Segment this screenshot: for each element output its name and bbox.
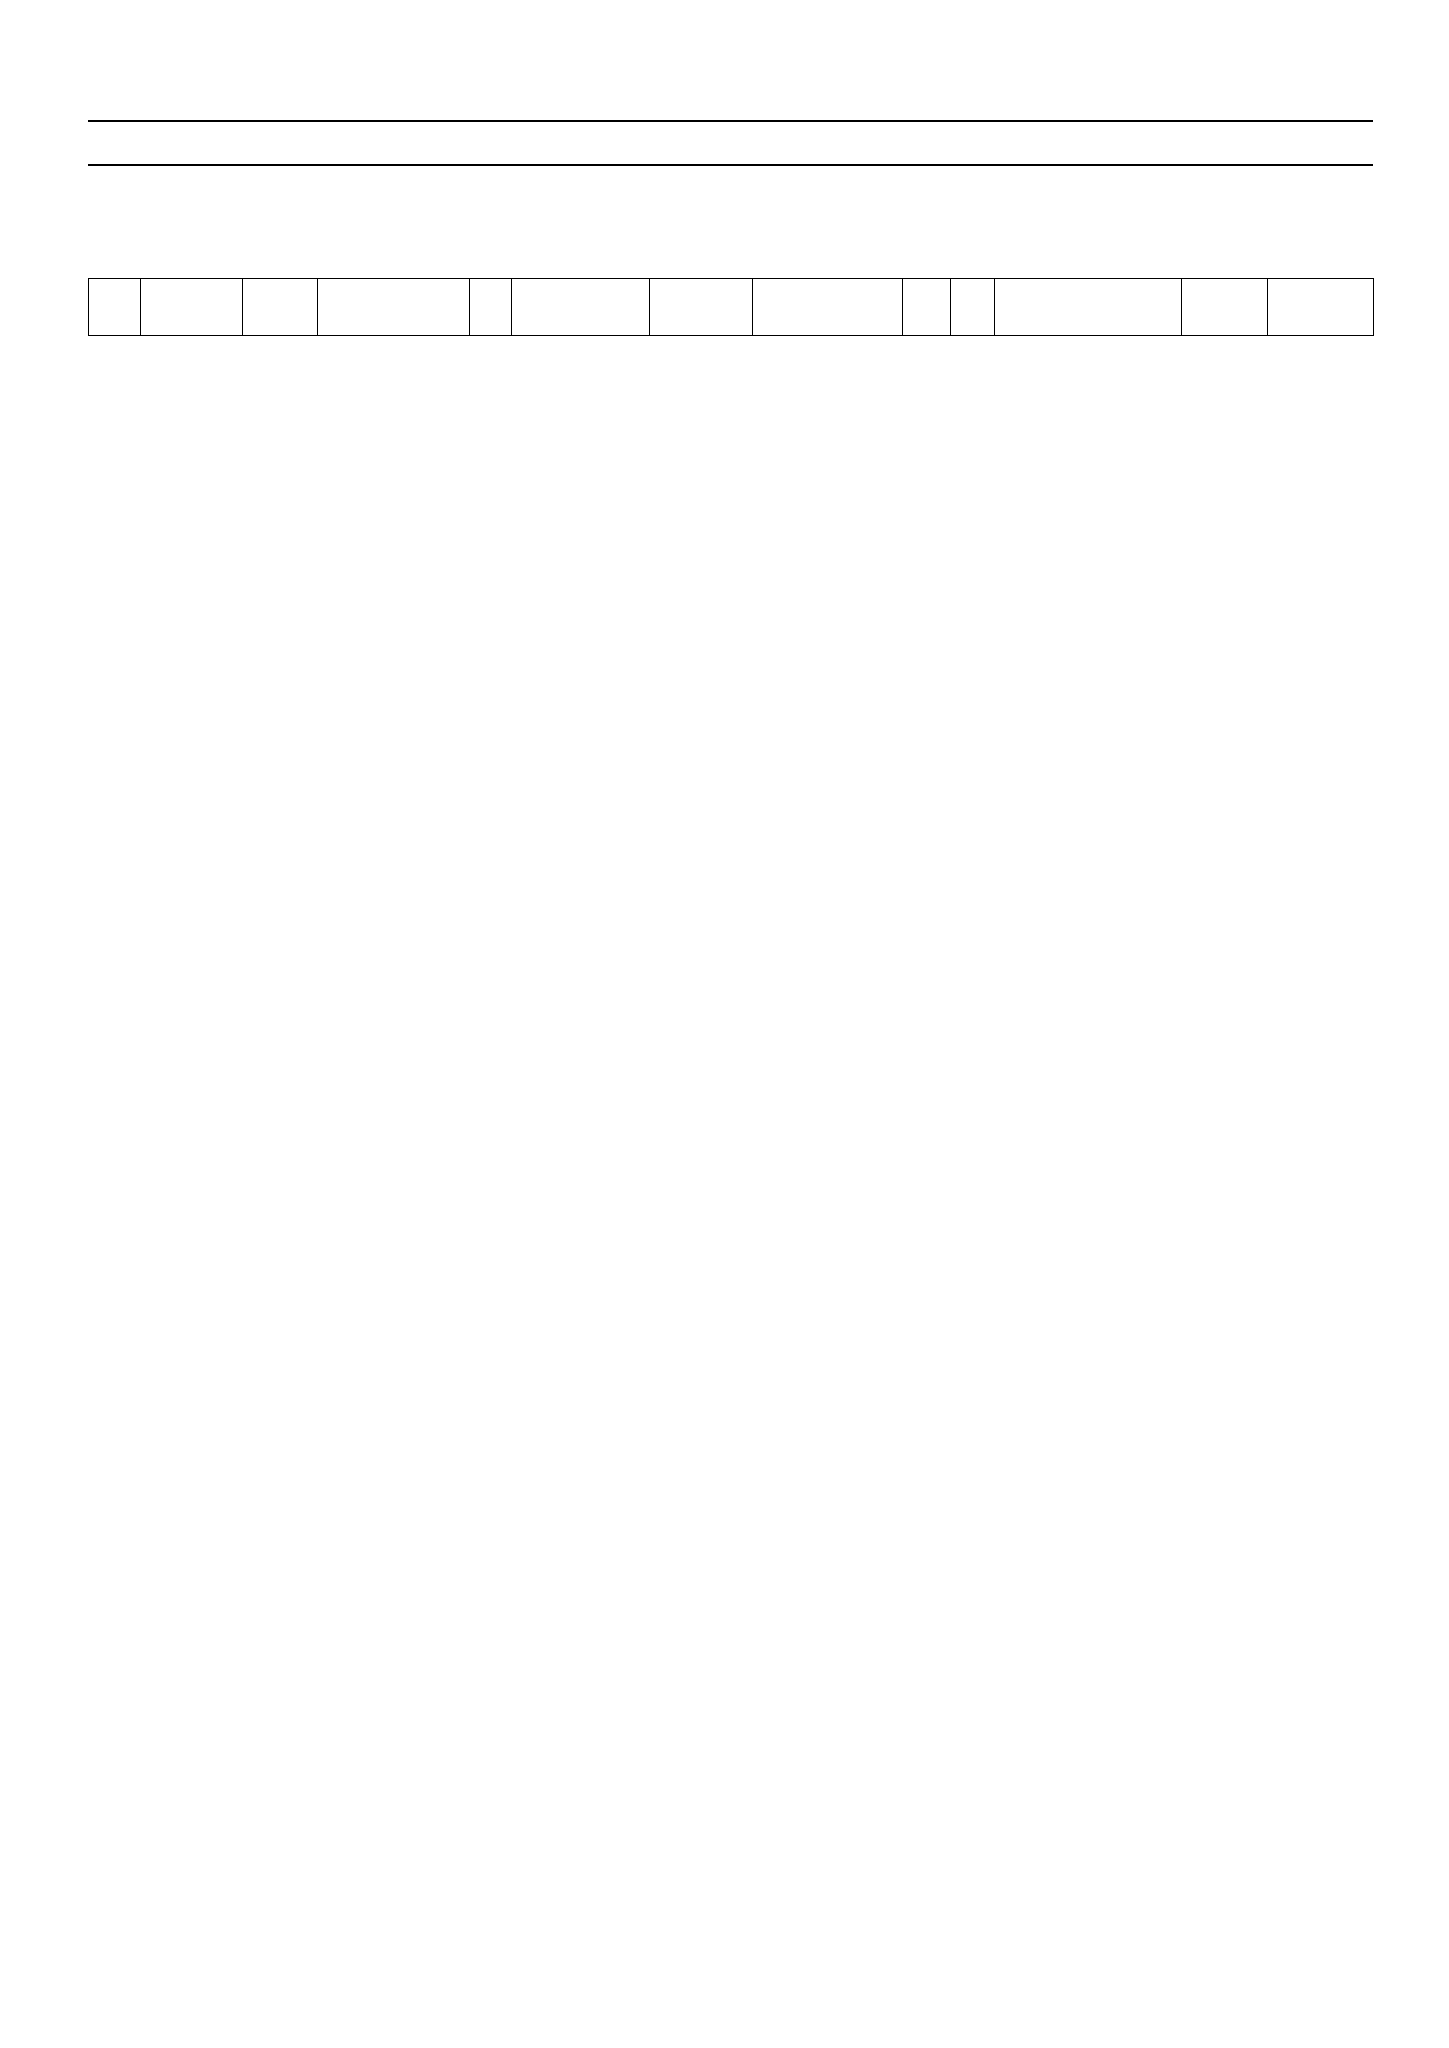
column-header-district xyxy=(243,279,318,336)
column-header-gender xyxy=(903,279,951,336)
column-header-local-level xyxy=(318,279,470,336)
column-header-serial xyxy=(89,279,141,336)
candidate-table xyxy=(88,278,1374,336)
column-header-result xyxy=(1182,279,1268,336)
column-header-fine-amount xyxy=(1268,279,1374,336)
column-header-nomination-no xyxy=(650,279,753,336)
table-header-row xyxy=(89,279,1374,336)
column-header-party xyxy=(995,279,1182,336)
office-title xyxy=(88,122,1373,164)
column-header-candidate-name xyxy=(753,279,903,336)
column-header-post xyxy=(512,279,650,336)
organization-name xyxy=(88,90,1373,120)
notice-paragraph xyxy=(88,166,1373,278)
column-header-province xyxy=(141,279,243,336)
column-header-ward xyxy=(470,279,512,336)
document-page xyxy=(88,90,1373,336)
column-header-age xyxy=(951,279,995,336)
